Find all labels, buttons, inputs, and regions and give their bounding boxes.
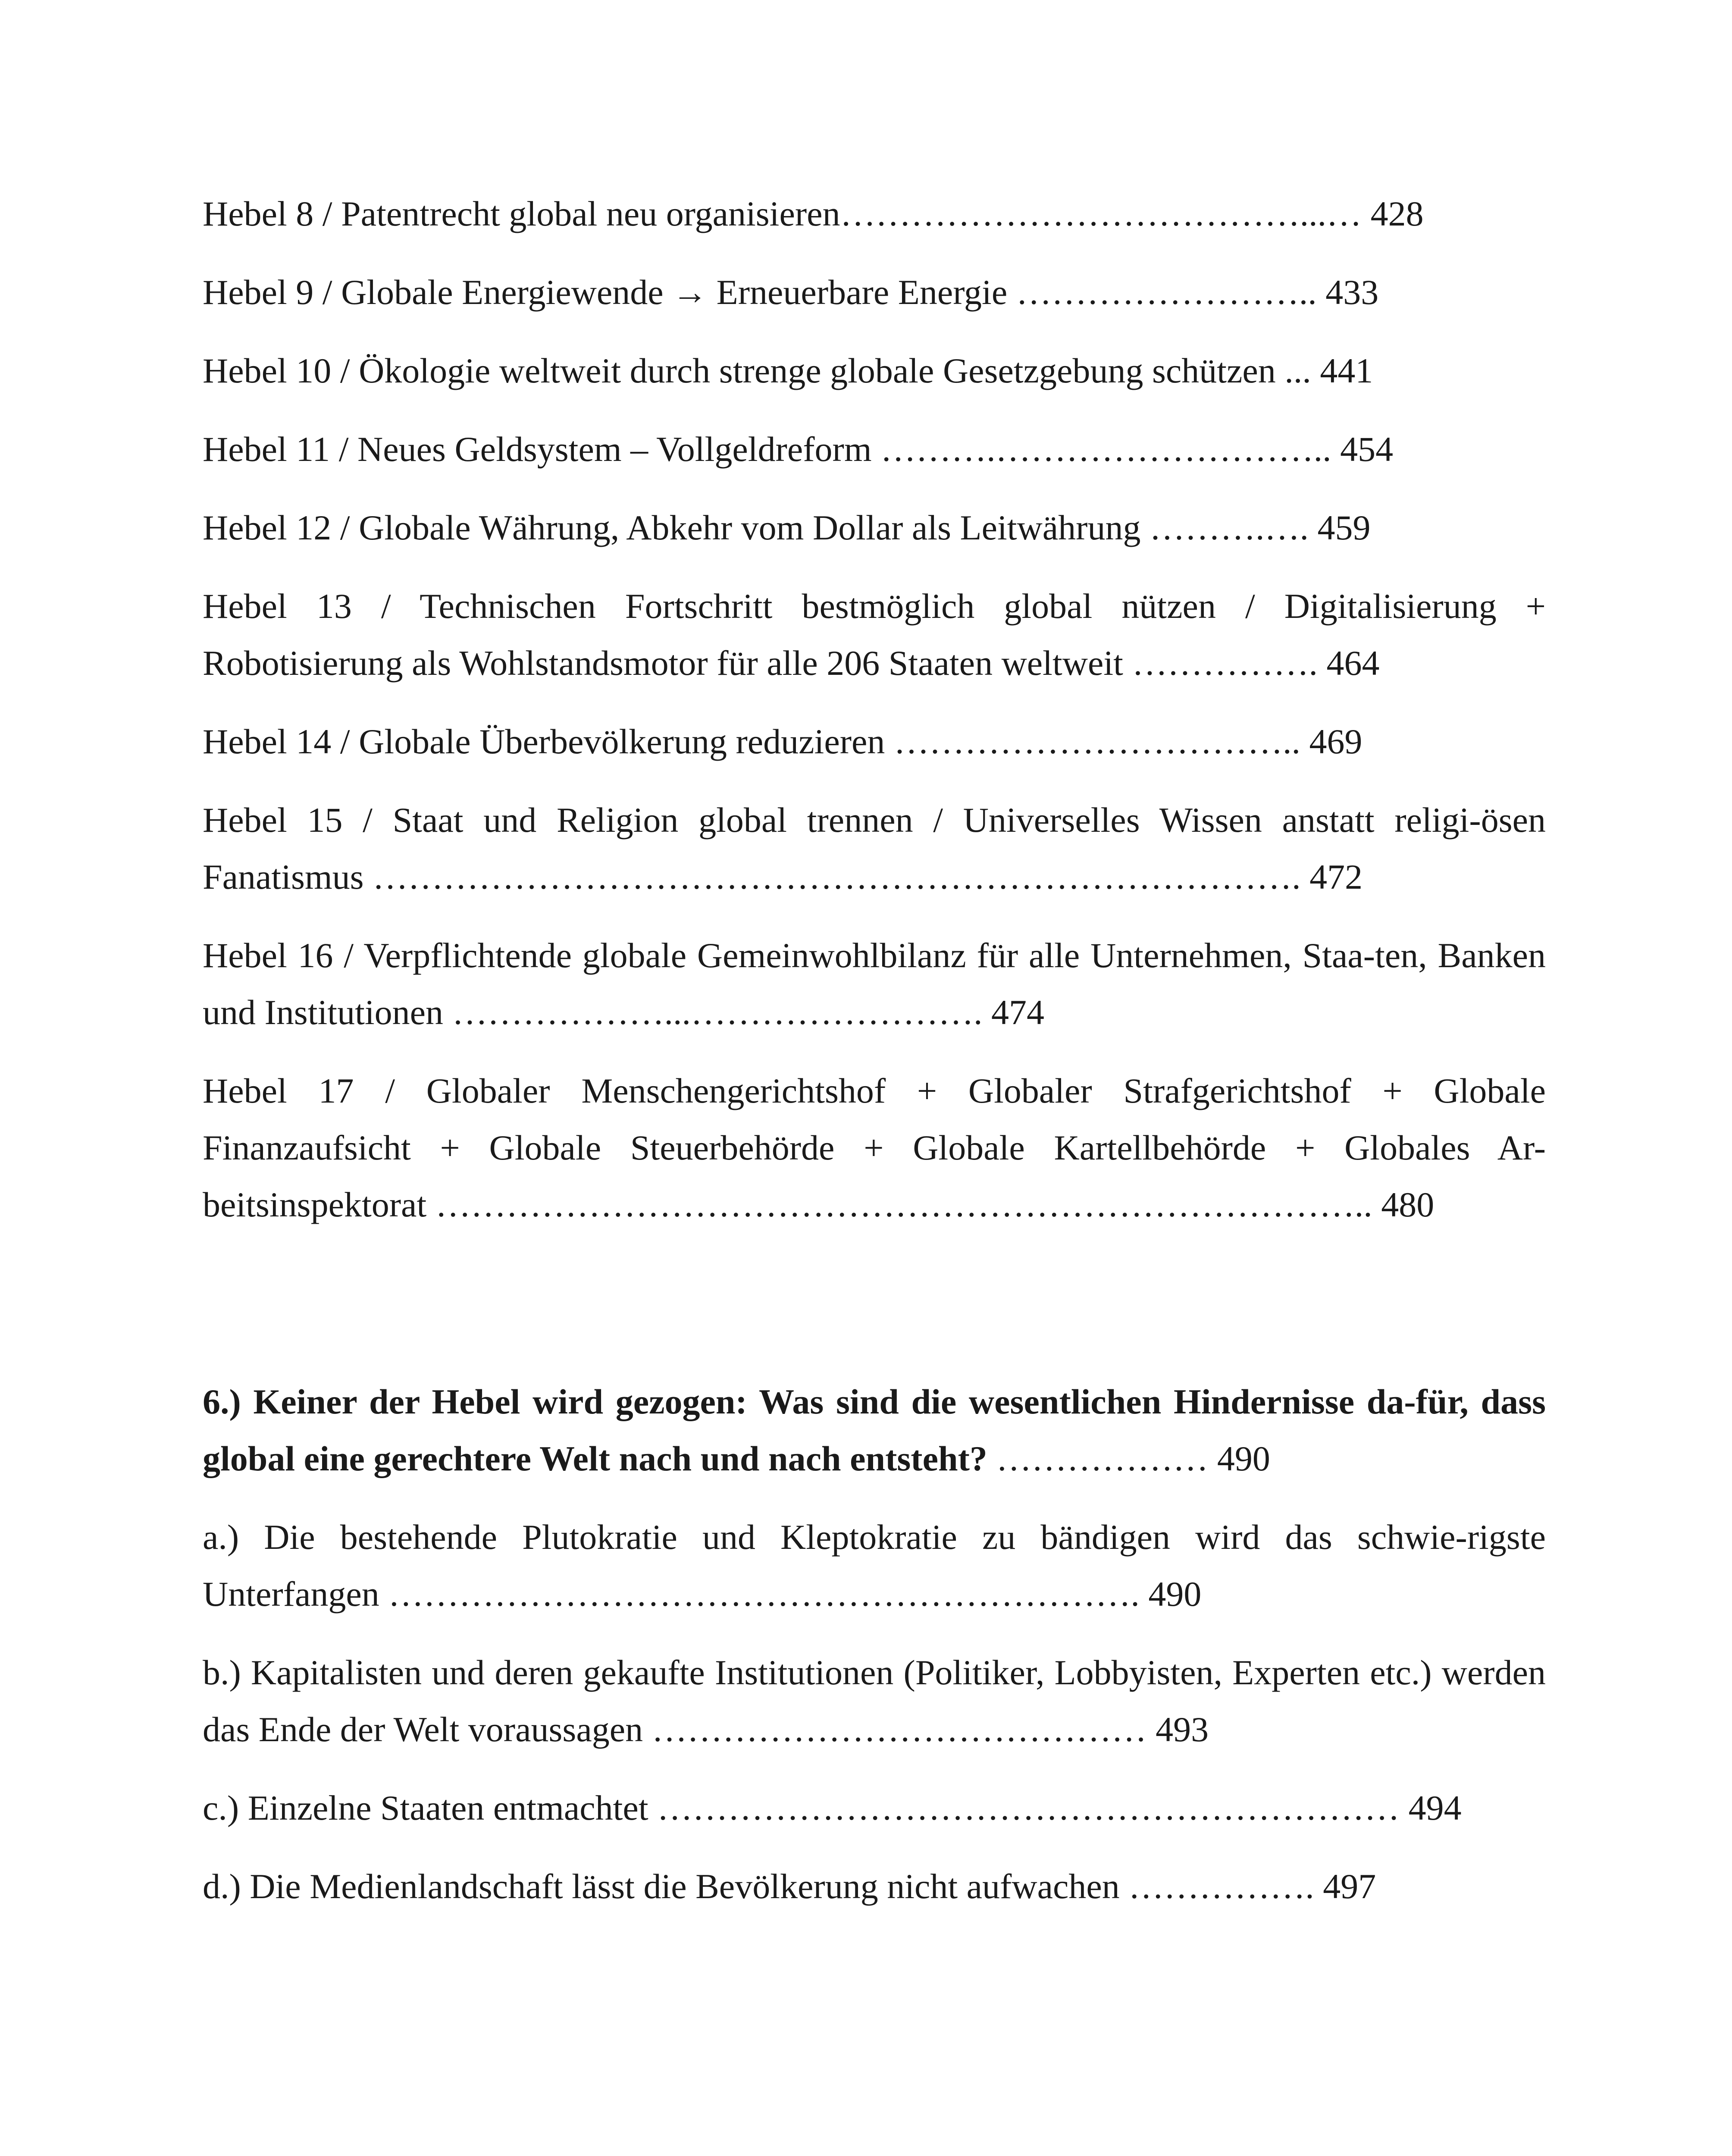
- toc-page-number: 490: [1217, 1439, 1270, 1478]
- toc-entry: [203, 927, 1546, 1041]
- toc-entry: [203, 1858, 1546, 1915]
- toc-leader-dots: ……………………………………………………………………..: [426, 1185, 1381, 1224]
- toc-leader-dots: ……….….: [1140, 508, 1318, 547]
- toc-leader-dots: …………….: [1123, 643, 1327, 683]
- toc-page-number: 464: [1326, 643, 1380, 683]
- toc-page-number: 459: [1317, 508, 1371, 547]
- toc-page-number: 480: [1381, 1185, 1434, 1224]
- toc-leader-dots: ……………………………………………………….: [379, 1574, 1149, 1614]
- toc-entry-title: Hebel 15 / Staat und Religion global trennen / Universelles Wissen anstatt religi-ösen Fanatismus: [203, 800, 1546, 896]
- toc-entry: [203, 1062, 1546, 1233]
- toc-page-number: 494: [1408, 1788, 1462, 1827]
- toc-entry-title: Hebel 16 / Verpflichtende globale Gemeinwohlbilanz für alle Unternehmen, Staa-ten, Banken und Institutionen: [203, 936, 1546, 1032]
- toc-page-number: 472: [1309, 857, 1363, 896]
- toc-entry-title: a.) Die bestehende Plutokratie und Kleptokratie zu bändigen wird das schwie-rigste Unterfangen: [203, 1517, 1546, 1614]
- toc-page-number: 474: [991, 993, 1045, 1032]
- toc-leader-dots: ……………………………………: [643, 1710, 1156, 1749]
- toc-page-number: 454: [1340, 429, 1394, 469]
- toc-entry: [203, 792, 1546, 906]
- toc-page-number: 493: [1156, 1710, 1209, 1749]
- toc-leader-dots: ………………...…………………….: [443, 993, 992, 1032]
- toc-leader-dots: ……………………..: [1007, 273, 1326, 312]
- toc-leader-dots: …………………………………………………………………….: [363, 857, 1310, 896]
- toc-entry-title: Hebel 14 / Globale Überbevölkerung reduzieren: [203, 722, 885, 761]
- toc-leader-dots: ...: [1275, 351, 1320, 390]
- toc-entry: [203, 499, 1546, 556]
- toc-entry-title: Hebel 10 / Ökologie weltweit durch strenge globale Gesetzgebung schützen: [203, 351, 1276, 390]
- toc-leader-dots: …………….: [1119, 1867, 1323, 1906]
- toc-entry: [203, 264, 1546, 321]
- toc-section-heading: [203, 1373, 1546, 1487]
- toc-page-number: 433: [1325, 273, 1379, 312]
- toc-entry-title: Hebel 8 / Patentrecht global neu organisieren: [203, 194, 840, 233]
- toc-page-number: 469: [1309, 722, 1362, 761]
- toc-entry-title: 6.) Keiner der Hebel wird gezogen: Was sind die wesentlichen Hindernisse da-für, dass global eine gerechtere Welt nach und nach entsteht?: [203, 1382, 1546, 1478]
- toc-entry: [203, 421, 1546, 478]
- toc-page-number: 497: [1323, 1867, 1376, 1906]
- toc-page-number: 441: [1320, 351, 1373, 390]
- toc-leader-dots: ………………: [987, 1439, 1217, 1478]
- toc-entry: [203, 185, 1546, 242]
- toc-entry: [203, 578, 1546, 692]
- toc-leader-dots: ……………………………..: [885, 722, 1309, 761]
- toc-entry-title: Hebel 9 / Globale Energiewende → Erneuerbare Energie: [203, 273, 1008, 312]
- toc-entry-title: c.) Einzelne Staaten entmachtet: [203, 1788, 648, 1827]
- toc-entry: [203, 1509, 1546, 1623]
- toc-entry-title: Hebel 11 / Neues Geldsystem – Vollgeldreform: [203, 429, 872, 469]
- toc-list-obstacles: [203, 1373, 1546, 1937]
- toc-leader-dots: ……….………………………..: [871, 429, 1340, 469]
- toc-entry: [203, 713, 1546, 770]
- toc-entry-title: Hebel 12 / Globale Währung, Abkehr vom Dollar als Leitwährung: [203, 508, 1141, 547]
- toc-entry-title: Hebel 17 / Globaler Menschengerichtshof + Globaler Strafgerichtshof + Globale Finanzaufsicht + Globale Steuerbehörde + Globale Kartellbehörde + Globales Ar-beitsinspektorat: [203, 1071, 1546, 1224]
- toc-entry-title: Hebel 13 / Technischen Fortschritt bestmöglich global nützen / Digitalisierung + Robotisierung als Wohlstandsmotor für alle 206 Staaten weltweit: [203, 586, 1546, 683]
- toc-entry-title: b.) Kapitalisten und deren gekaufte Institutionen (Politiker, Lobbyisten, Experten etc.) werden das Ende der Welt voraussagen: [203, 1653, 1546, 1749]
- toc-entry: [203, 342, 1546, 399]
- toc-page-number: 490: [1148, 1574, 1202, 1614]
- toc-leader-dots: ………………………………………………………: [648, 1788, 1409, 1827]
- toc-leader-dots: …………………………………...…: [840, 194, 1371, 233]
- toc-entry-title: d.) Die Medienlandschaft lässt die Bevölkerung nicht aufwachen: [203, 1867, 1120, 1906]
- toc-entry: [203, 1780, 1546, 1836]
- toc-page-number: 428: [1370, 194, 1424, 233]
- toc-entry: [203, 1644, 1546, 1758]
- toc-list-levers: [203, 185, 1546, 1255]
